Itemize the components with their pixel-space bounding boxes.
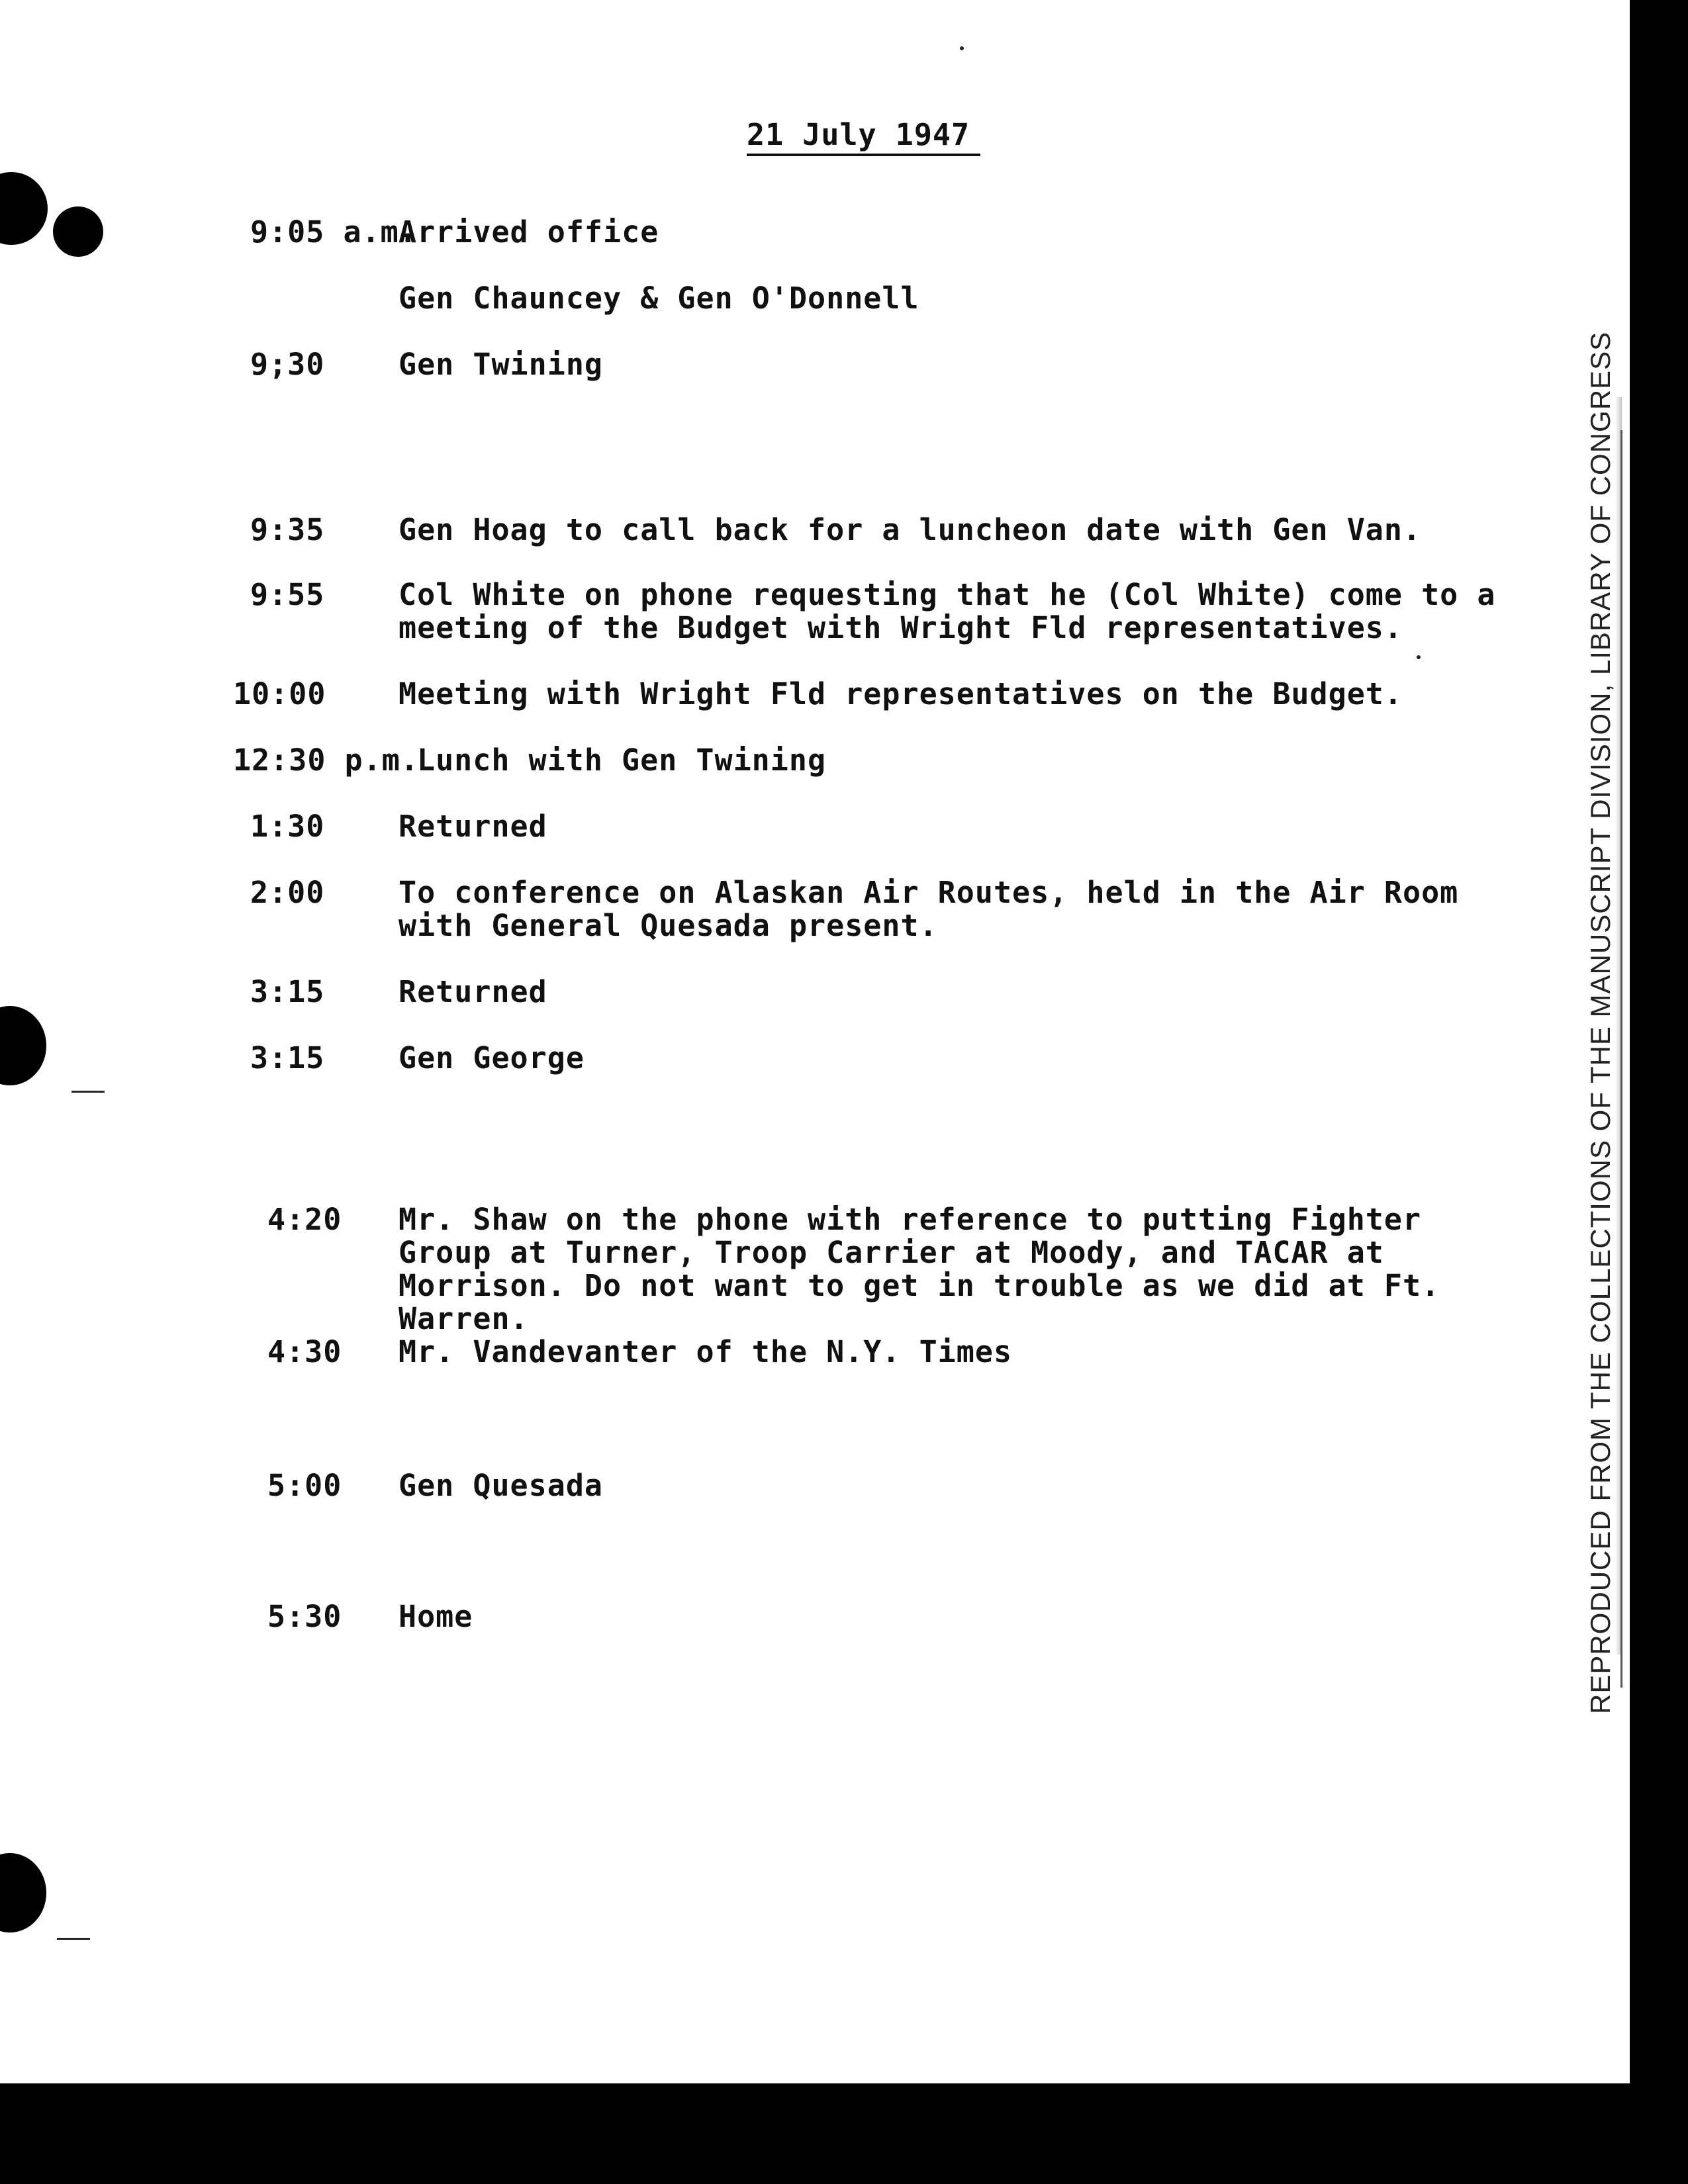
- entry-time: 4:20: [267, 1202, 342, 1237]
- entry-time: 1:30: [250, 809, 325, 844]
- entry-text: To conference on Alaskan Air Routes, held in the Air Room with General Quesada present.: [399, 875, 1459, 943]
- scan-speck: [960, 46, 964, 50]
- entry-time: 9;30: [250, 347, 325, 382]
- entry-text: Returned: [399, 974, 547, 1009]
- entry-text: Gen Chauncey & Gen O'Donnell: [399, 281, 919, 316]
- entry-text: Returned: [399, 809, 547, 844]
- entry-time: 2:00: [250, 875, 325, 910]
- margin-mark: [71, 1091, 105, 1093]
- entry-text: Gen Hoag to call back for a luncheon date with Gen Van.: [399, 512, 1422, 547]
- stamp-rule: [1620, 430, 1622, 1688]
- entry-time: 4:30: [267, 1334, 342, 1369]
- margin-mark: [57, 1938, 90, 1940]
- punch-hole: [53, 206, 103, 257]
- library-of-congress-stamp: REPRODUCED FROM THE COLLECTIONS OF THE MANUSCRIPT DIVISION, LIBRARY OF CONGRESS: [1585, 331, 1616, 1714]
- scan-speck: [1417, 655, 1421, 659]
- entry-text: Gen Quesada: [399, 1468, 604, 1503]
- entry-text: Mr. Shaw on the phone with reference to putting Fighter Group at Turner, Troop Carrier at Moody, and TACAR at Morrison. Do not want to get in trouble as we did at Ft. Warren.: [399, 1202, 1440, 1336]
- entry-time: 5:00: [267, 1468, 342, 1503]
- scan-border-right: [1630, 0, 1688, 2184]
- entry-time: 10:00: [233, 676, 326, 711]
- entry-text: Home: [399, 1599, 473, 1634]
- entry-text: Col White on phone requesting that he (Col White) come to a meeting of the Budget with Wright Fld representatives.: [399, 577, 1496, 645]
- entry-text: Gen George: [399, 1040, 585, 1075]
- entry-time: 9:05 a.m.: [250, 214, 418, 250]
- entry-time: 12:30 p.m.: [233, 743, 419, 778]
- entry-text: Mr. Vandevanter of the N.Y. Times: [399, 1334, 1013, 1369]
- entry-text: Lunch with Gen Twining: [417, 743, 827, 778]
- entry-time: 9:35: [250, 512, 325, 547]
- entry-time: 5:30: [267, 1599, 342, 1634]
- entry-time: 9:55: [250, 577, 325, 612]
- entry-time: 3:15: [250, 1040, 325, 1075]
- entry-time: 3:15: [250, 974, 325, 1009]
- scan-border-bottom: [0, 2083, 1688, 2184]
- document-date: 21 July 1947: [747, 116, 980, 156]
- entry-text: Gen Twining: [399, 347, 604, 382]
- entry-text: Meeting with Wright Fld representatives on the Budget.: [399, 676, 1403, 711]
- entry-text: Arrived office: [399, 214, 659, 250]
